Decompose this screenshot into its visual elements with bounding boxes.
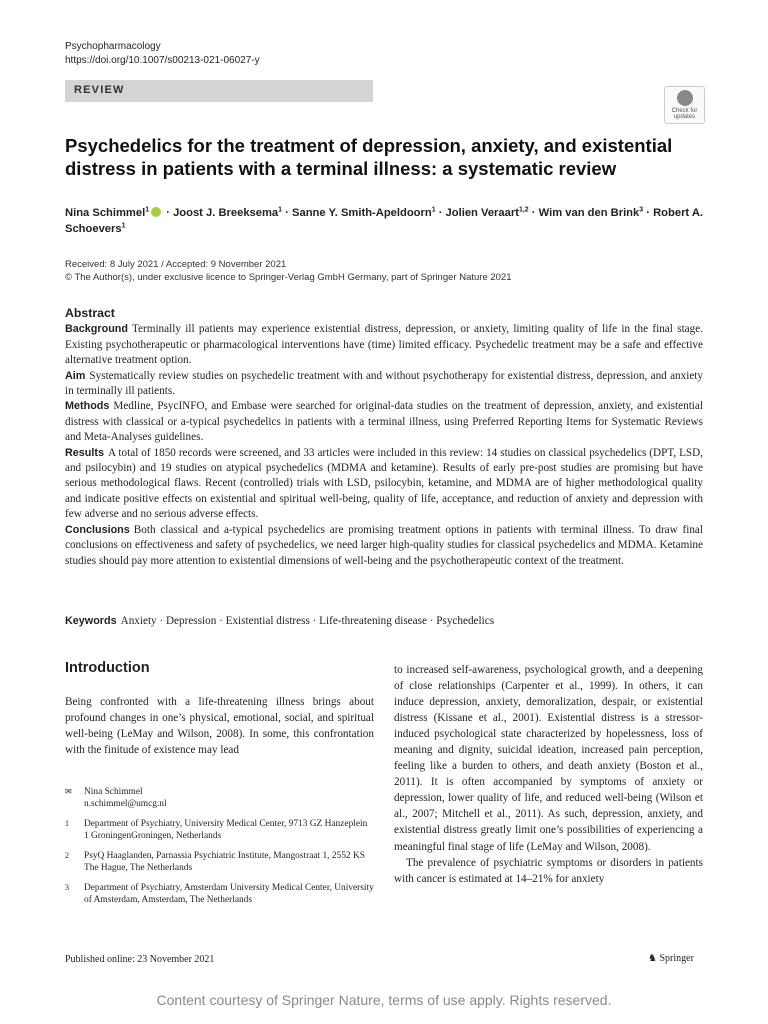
keywords	[65, 614, 705, 629]
abstract-results: Results A total of 1850 records were screened, and 33 articles were included in this review: 14 studies on classical psychedelics (DPT, LSD, and psilocybin) and 19 studies on atypical psychedelics (MDMA and ketamine). Results of early pre-post studies are promising but have serious methodological flaws. Recent (controlled) trials with LSD, psilocybin, ketamine, and MDMA are of higher methodological quality and indicate positive effects on existential and spiritual well-being, quality of life, acceptance, and reduction of anxiety and depression with few adverse and no serious adverse effects.	[65, 446, 703, 521]
publisher-name: Springer	[659, 953, 694, 964]
journal-header	[65, 40, 260, 68]
orcid-icon[interactable]	[151, 207, 161, 217]
copyright: © The Author(s), under exclusive licence to Springer-Verlag GmbH Germany, part of Springer Nature 2021	[65, 272, 512, 283]
abstract-heading: Abstract	[65, 306, 115, 320]
abstract-conclusions: Conclusions Both classical and a-typical psychedelics are promising treatment options in patients with terminal illness. To draw final conclusions on effectiveness and safety of psychedelics, we need larger high-quality studies for classical psychedelics and MDMA. Ketamine studies should pay more attention to existential dimensions of well-being and the psychotherapeutic context of the treatment.	[65, 523, 703, 567]
article-dates	[65, 258, 512, 284]
bookmark-icon	[677, 90, 693, 106]
abstract-aim: Aim Systematically review studies on psychedelic treatment with and without psychotherapy for existential distress, depression, and anxiety in terminally ill patients.	[65, 369, 703, 398]
article-title: Psychedelics for the treatment of depression, anxiety, and existential distress in patients with a terminal illness: a systematic review	[65, 135, 673, 179]
envelope-icon: ✉	[65, 787, 72, 796]
affiliation: 2 PsyQ Haaglanden, Parnassia Psychiatric Institute, Mangostraat 1, 2552 KS The Hague, The Netherlands	[65, 851, 365, 873]
intro-paragraph: to increased self-awareness, psychological growth, and a deepening of close relationships (Carpenter et al., 1999). In others, it can induce depression, anxiety, demoralization, despair, or existential distress (Kissane et al., 2001). Existential distress is a stressor-induced psychological state characterized by hopelessness, loss of meaning and dignity, suicidal ideation, increased pain perception, feeling like a burden to others, and death anxiety (Boston et al., 2011). It is often accompanied by symptoms of anxiety or depression, lower quality of life, and reduced well-being (Wilson et al., 2007; Mitchell et al., 2011). As such, depression, anxiety, and existential distress greatly limit one’s possibilities of experiencing a meaningful final stage of life (LeMay and Wilson, 2008).	[394, 664, 703, 853]
author-separator: ·	[643, 207, 654, 219]
abstract	[65, 306, 703, 569]
author[interactable]: Jolien Veraart$^{1,2}$	[445, 206, 529, 219]
affiliation: 3 Department of Psychiatry, Amsterdam University Medical Center, University of Amsterdam, Amsterdam, The Netherlands	[65, 883, 374, 905]
abstract-background: Background Terminally ill patients may experience existential distress, depression, or anxiety, limiting quality of life in the final stage. Existing psychotherapeutic or pharmacological interventions have (time) limited efficacy. Psychedelic treatment may be a safe and effective alternative treatment option.	[65, 323, 703, 367]
intro-paragraph: The prevalence of psychiatric symptoms or disorders in patients with cancer is estimated at 14–21% for anxiety	[394, 856, 703, 885]
intro-left-column: Being confronted with a life-threatening illness brings about profound changes in one’s physical, emotional, social, and spiritual well-being (LeMay and Wilson, 2008). In some, this confrontation with the finitude of existence may lead	[65, 696, 374, 757]
author-separator: ·	[528, 207, 539, 219]
introduction-heading: Introduction	[65, 660, 150, 676]
author-affiliation-number: 1	[278, 206, 283, 214]
springer-horse-icon: ♞	[648, 953, 657, 964]
intro-right-column	[394, 662, 703, 887]
author-affiliation-number: 1,2	[518, 206, 529, 214]
doi-link[interactable]: https://doi.org/10.1007/s00213-021-06027-y	[65, 55, 260, 66]
author[interactable]: Sanne Y. Smith-Apeldoorn$^1$	[292, 206, 436, 219]
author[interactable]: Joost J. Breeksema$^1$	[173, 206, 283, 219]
contact-email[interactable]: n.schimmel@umcg.nl	[84, 799, 167, 809]
courtesy-footer: Content courtesy of Springer Nature, terms of use apply. Rights reserved.	[156, 992, 612, 1008]
author-affiliation-number: 1	[145, 206, 150, 214]
author-affiliation-number: 1	[121, 222, 126, 230]
published-online: Published online: 23 November 2021	[65, 954, 215, 965]
author[interactable]: Robert A. Schoevers$^1$	[65, 207, 704, 235]
contact-name: Nina Schimmel	[84, 787, 143, 797]
journal-name: Psychopharmacology	[65, 41, 161, 52]
abstract-methods: Methods Medline, PsycINFO, and Embase were searched for original-data studies on the treatment of depression, anxiety, and existential distress with classical or a-typical psychedelics in patients with a terminal illness, using Preferred Reporting Items for Systematic Reviews and Meta-Analyses guidelines.	[65, 400, 703, 444]
section-label: REVIEW	[65, 80, 373, 102]
author-affiliation-number: 3	[639, 206, 644, 214]
keywords-text: Anxiety · Depression · Existential distress · Life-threatening disease · Psychedelics	[120, 615, 495, 627]
check-for-updates-badge[interactable]: Check for updates	[664, 86, 705, 124]
author[interactable]: Nina Schimmel$^1$	[65, 206, 150, 219]
keywords-label: Keywords	[65, 615, 117, 627]
author[interactable]: Wim van den Brink$^3$	[538, 206, 644, 219]
affiliation: 1 Department of Psychiatry, University Medical Center, 9713 GZ Hanzeplein 1 GroningenGroningen, Netherlands	[65, 819, 368, 841]
author-affiliation-number: 1	[431, 206, 436, 214]
footnotes	[65, 786, 374, 914]
author-separator: ·	[282, 207, 293, 219]
received-accepted: Received: 8 July 2021 / Accepted: 9 November 2021	[65, 259, 287, 270]
author-list	[65, 205, 705, 237]
correspondence	[65, 786, 374, 810]
author-separator: ·	[435, 207, 446, 219]
author-separator: ·	[163, 207, 174, 219]
publisher-logo	[648, 953, 694, 964]
